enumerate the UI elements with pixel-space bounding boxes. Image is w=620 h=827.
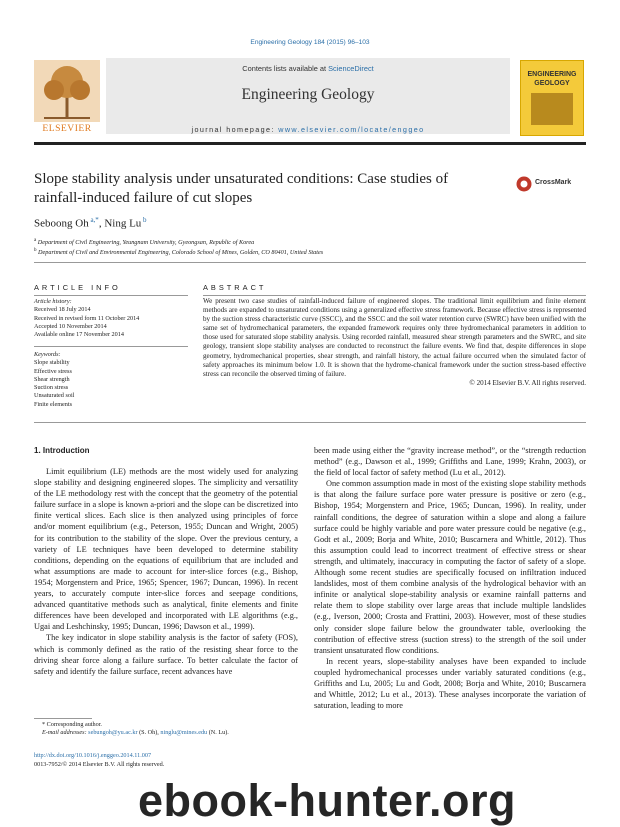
intro-paragraph-2: The key indicator in slope stability analysis is the factor of safety (FOS), which is commonly defined as the ratio of the resisting shear force to the driving shear force along a failure surface. To better calculate the factor of safety and identify the failure surface, recent advances have: [34, 633, 298, 676]
elsevier-tree-icon: [34, 60, 100, 122]
homepage-url[interactable]: www.elsevier.com/locate/enggeo: [278, 125, 425, 134]
keyword-item: Unsaturated soil: [34, 392, 75, 400]
email-1-owner: (S. Oh),: [137, 729, 161, 737]
abstract-heading: ABSTRACT: [203, 283, 267, 292]
authors: [34, 216, 147, 230]
history-item: Accepted 10 November 2014: [34, 322, 107, 330]
publisher-name: ELSEVIER: [42, 123, 92, 134]
sciencedirect-link[interactable]: ScienceDirect: [328, 64, 374, 73]
history-item: Available online 17 November 2014: [34, 331, 124, 339]
cover-title-1: ENGINEERING: [527, 71, 577, 78]
abstract-bottom-rule: [34, 422, 586, 423]
cover-title-2: GEOLOGY: [534, 80, 570, 87]
abstract-text: We present two case studies of rainfall-induced failure of engineered slopes. The traditional limit equilibrium and finite element methods are expanded to unsaturated conditions using a generalized effective stress framework. Because effective stress is represented by the suction stress characteristic curve (SSCC), and the SSCC and the soil water retention curve (SWRC) have been unified with the same set of hydromechanical parameters, the expanded framework requires only three hydromechanical parameters in addition to those used for saturated slope stability analysis. Using recorded rainfall, measured shear strength parameters and the SWRC, and site geology, transient slope stability analyses are conducted to reconstruct the failure events. We find that, despite differences in slope geometry, hydromechanical properties, shear strength, and rainfall history, the actual failure occurred when the simulated factor of safety approaches its minimum below 1.0. It is shown that the hydrome-chanical framework under the suction stress-based effective stress can reconcile the observed timing of failure.: [203, 297, 586, 378]
affiliation-a-marker: a: [34, 238, 37, 243]
crossmark-badge[interactable]: [516, 176, 586, 192]
author-separator: ,: [98, 217, 105, 230]
affiliations: [34, 237, 586, 258]
keyword-item: Shear strength: [34, 375, 70, 383]
homepage-prefix: journal homepage:: [191, 125, 279, 134]
intro-paragraph-1: Limit equilibrium (LE) methods are the most widely used for analyzing slope stability and designing engineered slopes. The simplicity and versatility of the LE methodology rest with the concept that the geometry of the potential failure surface in a slope is known a-priori and the slope can be discretized into finite vertical slices. Each slice is then analyzed using principles of force and/or moment equilibrium (e.g., Peterson, 1955; Duncan and Wright, 2005) for its contribution to the stability of the slope. Over the previous century, a variety of LE techniques have been developed to determine stability conditions, depending on the equations of equilibrium that are included and what assumptions are made to account for inter-slice forces (e.g., Bishop, 1954; Morgenstern and Price, 1965; Spencer, 1967; Duncan, 1996). In recent years, to accurately compute inter-slice forces and seepage conditions, advanced quantitative methods such as analytical, finite elements and finite differences have been developed and incorporated with LE algorithms (e.g., Ugai and Leshchinsky, 1995; Duncan, 1996; Dawson et al., 1999).: [34, 467, 298, 632]
affiliation-b-text: Department of Civil and Environmental Engineering, Colorado School of Mines, Golden, CO 80401, United States: [36, 249, 324, 257]
keyword-item: Slope stability: [34, 359, 70, 367]
affiliation-a-text: Department of Civil Engineering, Yeungnam University, Gyeongsan, Republic of Korea: [36, 239, 255, 247]
elsevier-logo: [34, 60, 100, 134]
cover-image: [531, 93, 573, 125]
article-info-rule: [34, 295, 188, 296]
keyword-item: Suction stress: [34, 384, 69, 392]
abstract-rule: [203, 295, 586, 296]
abstract-body: [203, 297, 586, 388]
intro-paragraph-3: been made using either the “gravity increase method”, or the “strength reduction method” (e.g., Dawson et al., 1999; Griffiths and Lane, 1999; Krahn, 2003), or the field of local factor of safety method (Lu et al., 2012).: [314, 446, 586, 478]
history-item: Received 18 July 2014: [34, 306, 91, 314]
author-2: Ning Lu: [104, 217, 142, 230]
intro-paragraph-4: One common assumption made in most of the existing slope stability methods is that along the failure surface pore water pressure is positive or zero (e.g., Bishop, 1954; Morgenstern and Price, 1965; Duncan, 1996). In reality, under rainfall conditions, the degree of saturation within a slope and along a failure surface could be highly variable and pore water pressure could be negative (e.g., Godt et al., 2009; Borja and White, 2010; Buscarnera and Whittle, 2012). Thus this assumption could lead to incorrect treatment of effective stress or shear strength, and ultimately, inaccuracy in computing the factor of safety of a slope. Although some recent studies are specifically focused on infiltration induced landslides, most of them combine analysis of the hydrological behavior with an infinite or analytical slope-stability analysis or examine rainfall patterns and relate them to slope stability over large areas that include multiple landslides (e.g., Iverson, 2000; Crosta and Frattini, 2003). However, most of these studies only consider slope failure below the groundwater table, overlooking the contribution of effective stress (suction stress) to the strength of the soil under transient unsaturated flow conditions.: [314, 479, 586, 655]
doi-link[interactable]: http://dx.doi.org/10.1016/j.enggeo.2014.11.007: [34, 752, 152, 759]
footnote-rule: [34, 718, 92, 719]
keywords: [34, 351, 188, 409]
history-item: Received in revised form 11 October 2014: [34, 314, 140, 322]
footnote: [34, 721, 298, 738]
header-rule: [34, 142, 586, 145]
keywords-rule: [34, 346, 188, 347]
email-2-link[interactable]: ninglu@mines.edu: [160, 729, 208, 737]
contents-prefix: Contents lists available at: [242, 64, 329, 73]
affiliation-b-marker: b: [34, 248, 37, 254]
email-line: [34, 729, 298, 737]
journal-title: Engineering Geology: [241, 86, 375, 103]
keyword-item: Finite elements: [34, 400, 72, 408]
article-title-line1: Slope stability analysis under unsaturated conditions: Case studies of: [34, 171, 449, 187]
article-info-heading: ARTICLE INFO: [34, 283, 121, 292]
journal-reference[interactable]: Engineering Geology 184 (2015) 96–103: [250, 39, 370, 46]
keywords-label: Keywords:: [34, 351, 61, 358]
homepage-line: [106, 125, 510, 134]
article-title-line2: rainfall-induced failure of cut slopes: [34, 190, 253, 206]
article-history: [34, 298, 188, 339]
abstract-copyright: © 2014 Elsevier B.V. All rights reserved.: [469, 378, 586, 387]
right-column: [314, 445, 586, 711]
emails-label: E-mail addresses:: [42, 729, 89, 737]
author-1-affiliation[interactable]: a,*: [88, 216, 99, 224]
author-1: Seboong Oh: [34, 217, 89, 230]
intro-heading: 1. Introduction: [34, 446, 90, 455]
article-history-label: Article history:: [34, 298, 72, 305]
crossmark-icon: [516, 176, 532, 192]
email-1-link[interactable]: sebungoh@yu.ac.kr: [88, 729, 138, 737]
affiliation-a: [34, 237, 586, 247]
author-2-affiliation[interactable]: b: [141, 216, 147, 224]
email-2-owner: (N. Lu).: [207, 729, 229, 737]
keyword-item: Effective stress: [34, 367, 72, 375]
corresponding-author: * Corresponding author.: [42, 721, 102, 728]
affiliation-rule: [34, 262, 586, 263]
affiliation-b: [34, 247, 586, 257]
intro-paragraph-5: In recent years, slope-stability analyses have been expanded to include coupled hydromechanical processes under variably saturated conditions (e.g., Griffiths and Lu, 2005; Lu and Godt, 2008; Borja and White, 2010; Buscarnera and Whittle, 2012; Lu et al., 2013). These analyses incorporate the variation of saturation, leading to more: [314, 656, 586, 711]
journal-cover: [520, 60, 584, 136]
issn-line: 0013-7952/© 2014 Elsevier B.V. All rights reserved.: [34, 761, 165, 768]
watermark-text: ebook-hunter.org: [138, 775, 516, 826]
contents-line: [106, 64, 510, 73]
crossmark-label: CrossMark: [535, 179, 572, 186]
left-column: [34, 466, 298, 677]
article-title: [34, 170, 524, 208]
